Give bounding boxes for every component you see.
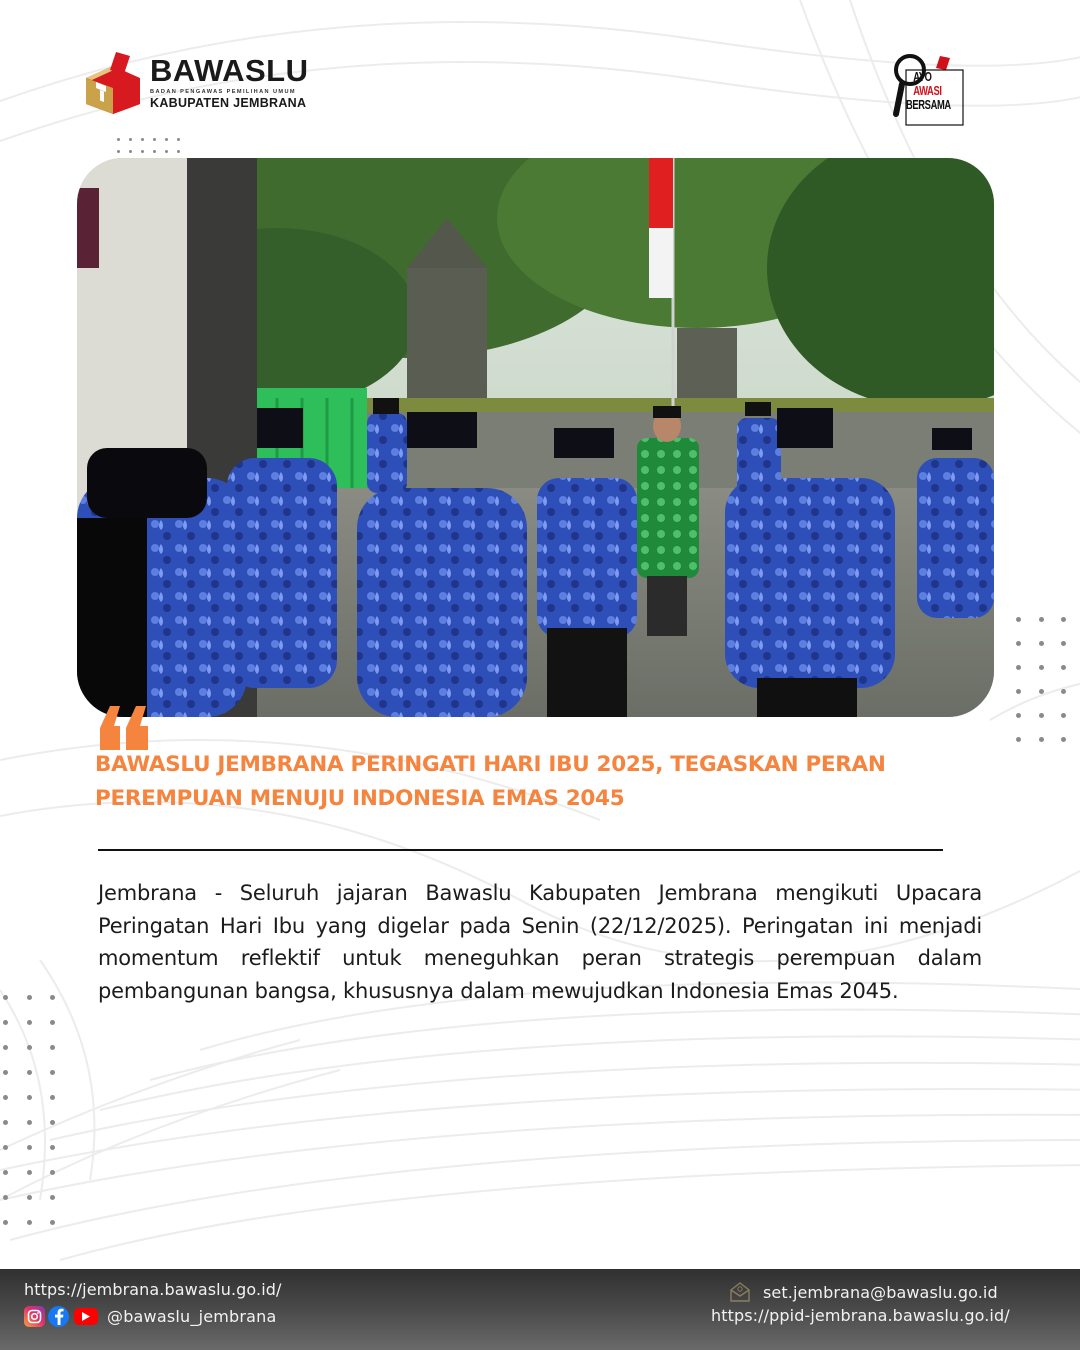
article-body: Jembrana - Seluruh jajaran Bawaslu Kabupaten Jembrana mengikuti Upacara Peringatan Hari Ibu yang digelar pada Senin (22/12/2025). Peringatan ini menjadi momentum reflektif untuk meneguhkan peran strategis perempuan dalam pembangunan bangsa, khususnya dalam mewujudkan Indonesia Emas 2045. [98,881,982,1003]
social-handle[interactable]: @bawaslu_jembrana [107,1307,277,1326]
mail-icon [729,1281,751,1303]
headline-divider [98,849,943,851]
logo-region: KABUPATEN JEMBRANA [150,96,307,110]
badge-line-3: BERSAMA [906,97,951,112]
footer [0,1269,1080,1350]
bawaslu-logo [84,52,309,114]
youtube-icon[interactable] [74,1308,98,1325]
ballot-box-logo-icon [84,52,142,114]
website-link[interactable]: https://jembrana.bawaslu.go.id/ [24,1280,282,1299]
logo-title: BAWASLU [150,53,309,88]
ayo-awasi-bersama-badge [892,52,966,128]
social-links [24,1306,277,1327]
facebook-icon[interactable] [48,1306,69,1327]
decorative-dots-top [117,138,189,153]
decorative-dots-right [1016,617,1080,742]
badge-line-1: AYO [913,69,932,84]
quote-mark-icon [96,706,150,750]
article-headline: BAWASLU JEMBRANA PERINGATI HARI IBU 2025, TEGASKAN PERAN PEREMPUAN MENUJU INDONESIA EMAS 2045 [95,752,886,811]
ceremony-photo [77,158,994,717]
instagram-icon[interactable] [24,1306,45,1327]
email-link[interactable]: set.jembrana@bawaslu.go.id [763,1282,998,1302]
decorative-dots-left [3,995,74,1225]
badge-line-2: AWASI [913,83,942,98]
ppid-link[interactable]: https://ppid-jembrana.bawaslu.go.id/ [711,1306,1010,1325]
logo-subtitle: BADAN PENGAWAS PEMILIHAN UMUM [150,89,296,95]
email-contact [729,1281,998,1303]
